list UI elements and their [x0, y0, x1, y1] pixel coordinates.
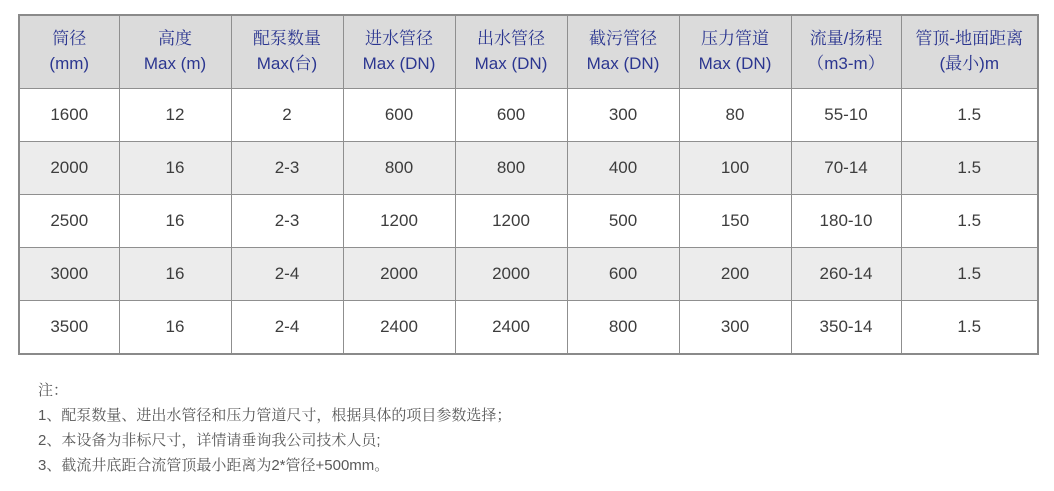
table-cell: 2-3 [231, 142, 343, 195]
column-header-2: 配泵数量 Max(台) [231, 15, 343, 89]
table-cell: 55-10 [791, 89, 901, 142]
column-header-3: 进水管径 Max (DN) [343, 15, 455, 89]
table-cell: 150 [679, 195, 791, 248]
table-row [19, 248, 1038, 301]
table-cell: 16 [119, 195, 231, 248]
notes-block [38, 378, 511, 478]
table-cell: 600 [343, 89, 455, 142]
table-cell: 2000 [19, 142, 119, 195]
table-cell: 2-4 [231, 301, 343, 355]
table-cell: 100 [679, 142, 791, 195]
table-cell: 200 [679, 248, 791, 301]
notes-label: 注： [38, 382, 69, 399]
table-cell: 3000 [19, 248, 119, 301]
table-cell: 1600 [19, 89, 119, 142]
table-cell: 400 [567, 142, 679, 195]
table-cell: 2000 [455, 248, 567, 301]
table-cell: 1.5 [901, 248, 1038, 301]
table-cell: 300 [679, 301, 791, 355]
table-cell: 2-3 [231, 195, 343, 248]
table-cell: 800 [455, 142, 567, 195]
note-item: 3、截流井底距合流管顶最小距离为2*管径+500mm。 [38, 457, 390, 474]
table-cell: 2400 [343, 301, 455, 355]
table-cell: 180-10 [791, 195, 901, 248]
table-cell: 16 [119, 142, 231, 195]
table-cell: 16 [119, 248, 231, 301]
spec-table-head [19, 15, 1038, 89]
column-header-5: 截污管径 Max (DN) [567, 15, 679, 89]
column-header-0: 筒径 (mm) [19, 15, 119, 89]
table-cell: 2000 [343, 248, 455, 301]
column-header-7: 流量/扬程 （m3-m） [791, 15, 901, 89]
table-cell: 2500 [19, 195, 119, 248]
table-cell: 1200 [343, 195, 455, 248]
header-row [19, 15, 1038, 89]
column-header-6: 压力管道 Max (DN) [679, 15, 791, 89]
table-cell: 800 [343, 142, 455, 195]
table-cell: 1.5 [901, 89, 1038, 142]
table-cell: 1.5 [901, 195, 1038, 248]
table-cell: 1.5 [901, 301, 1038, 355]
table-cell: 2400 [455, 301, 567, 355]
spec-table-body [19, 89, 1038, 355]
table-row [19, 89, 1038, 142]
note-item: 2、本设备为非标尺寸，详情请垂询我公司技术人员; [38, 432, 381, 449]
table-cell: 16 [119, 301, 231, 355]
table-cell: 3500 [19, 301, 119, 355]
spec-table [18, 14, 1039, 355]
column-header-8: 管顶-地面距离 (最小)m [901, 15, 1038, 89]
table-cell: 260-14 [791, 248, 901, 301]
note-item: 1、配泵数量、进出水管径和压力管道尺寸，根据具体的项目参数选择； [38, 407, 512, 424]
column-header-1: 高度 Max (m) [119, 15, 231, 89]
table-cell: 1200 [455, 195, 567, 248]
table-cell: 300 [567, 89, 679, 142]
table-cell: 800 [567, 301, 679, 355]
table-cell: 2 [231, 89, 343, 142]
table-cell: 600 [567, 248, 679, 301]
table-cell: 2-4 [231, 248, 343, 301]
table-cell: 80 [679, 89, 791, 142]
table-cell: 70-14 [791, 142, 901, 195]
table-cell: 12 [119, 89, 231, 142]
table-cell: 1.5 [901, 142, 1038, 195]
table-cell: 350-14 [791, 301, 901, 355]
table-cell: 600 [455, 89, 567, 142]
table-row [19, 195, 1038, 248]
table-row [19, 301, 1038, 355]
column-header-4: 出水管径 Max (DN) [455, 15, 567, 89]
table-cell: 500 [567, 195, 679, 248]
table-row [19, 142, 1038, 195]
notes-list [38, 403, 511, 478]
